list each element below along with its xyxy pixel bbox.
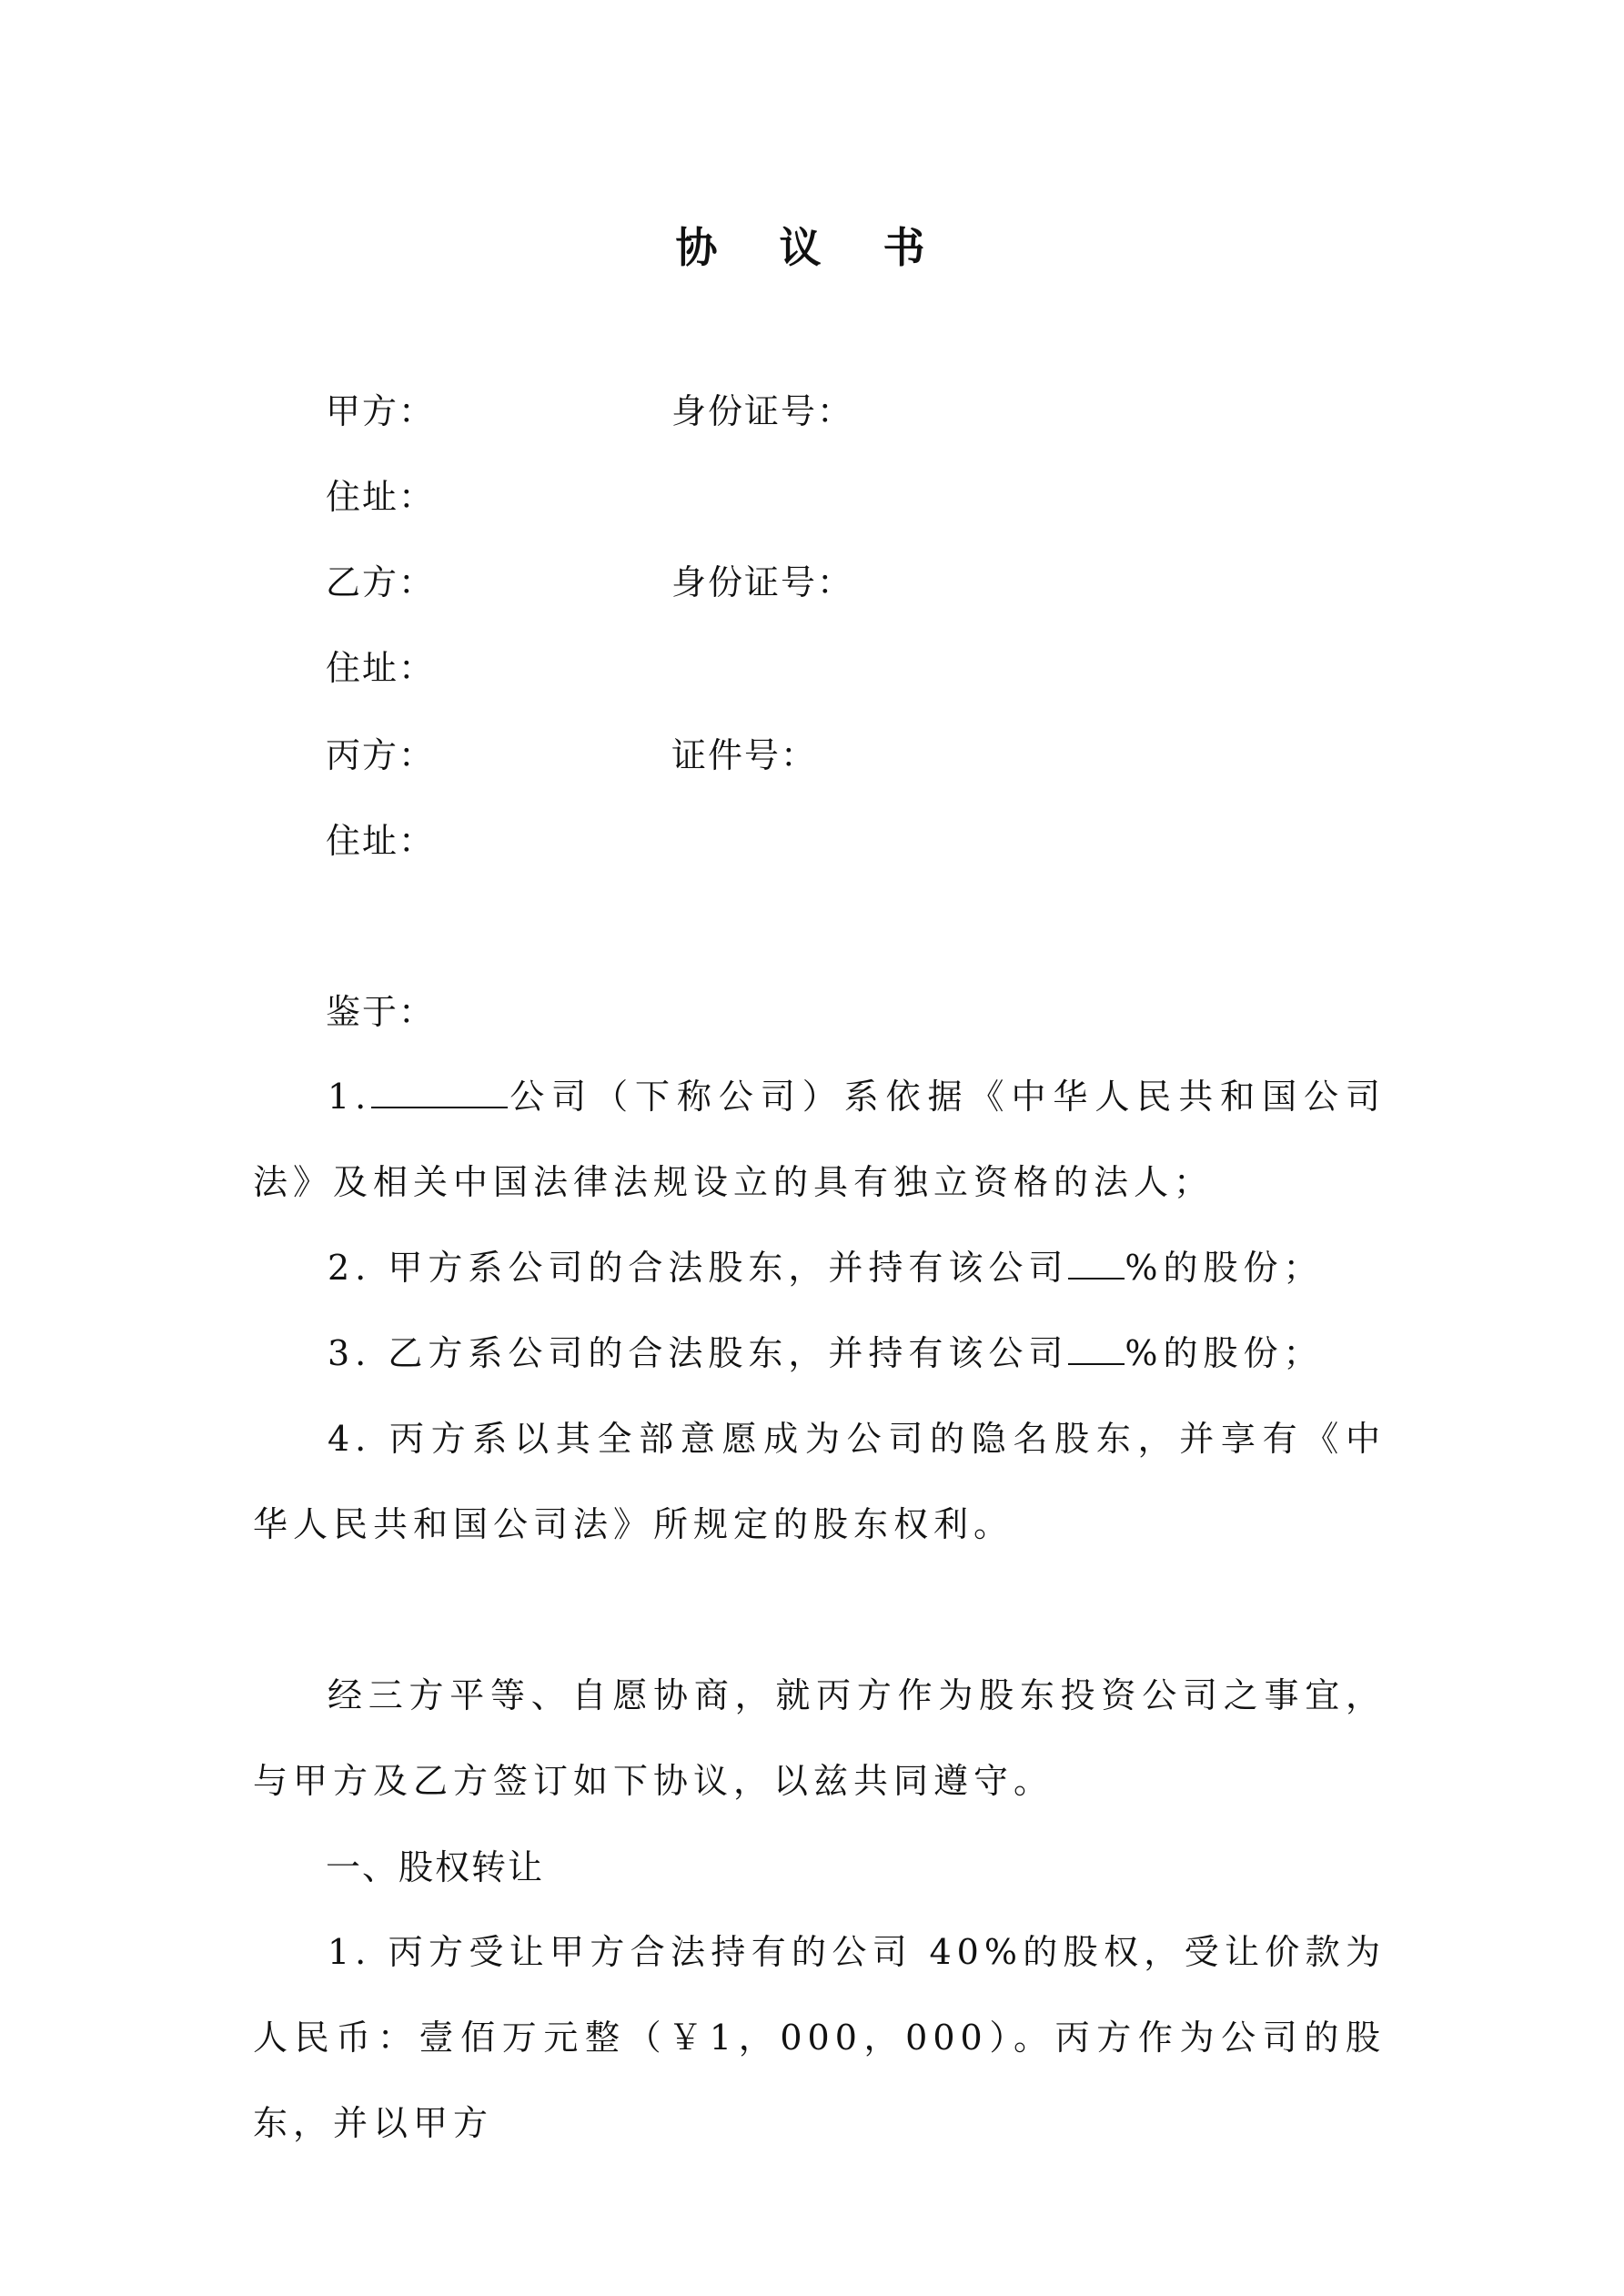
party-a-address-label: 住址： [326, 477, 436, 517]
party-a-label: 甲方： [326, 391, 436, 431]
party-a-id-label: 身份证号： [671, 391, 854, 431]
whereas-item-2 [253, 1225, 1386, 1310]
party-b-address-label: 住址： [326, 648, 436, 688]
whereas-item-2-suffix: %的股份； [1125, 1248, 1324, 1288]
party-a-share-blank [1068, 1245, 1125, 1279]
agreement-intro: 经三方平等、自愿协商，就丙方作为股东投资公司之事宜，与甲方及乙方签订如下协议，以兹共同遵守。 [253, 1675, 1386, 1801]
whereas-item-3 [253, 1310, 1386, 1396]
whereas-item-3-suffix: %的股份； [1125, 1333, 1324, 1373]
whereas-item-3-text: 3. 乙方系公司的合法股东，并持有该公司 [328, 1333, 1069, 1373]
document-title: 协 议 书 [675, 223, 949, 272]
whereas-item-1-number: 1. [328, 1077, 372, 1117]
party-c-label: 丙方： [326, 735, 436, 775]
section-1-heading: 一、股权转让 [326, 1847, 545, 1887]
party-c-address-label: 住址： [326, 821, 436, 861]
party-b-id-label: 身份证号： [671, 562, 854, 602]
whereas-heading: 鉴于： [326, 992, 436, 1032]
section-1-clause-1: 1. 丙方受让甲方合法持有的公司 40%的股权，受让价款为人民币：壹佰万元整（￥1，000，000）。丙方作为公司的股东，并以甲方 [253, 1932, 1386, 2143]
whereas-item-1 [253, 1054, 1386, 1225]
party-b-share-blank [1068, 1330, 1125, 1365]
whereas-item-1-text: 公司（下称公司）系依据《中华人民共和国公司法》及相关中国法律法规设立的具有独立资格的法人； [253, 1077, 1386, 1202]
party-c-id-label: 证件号： [671, 735, 818, 775]
party-b-label: 乙方： [326, 562, 436, 602]
whereas-item-2-text: 2. 甲方系公司的合法股东，并持有该公司 [328, 1248, 1069, 1288]
whereas-item-4: 4. 丙方系以其全部意愿成为公司的隐名股东，并享有《中华人民共和国公司法》所规定的股东权利。 [253, 1419, 1386, 1544]
company-name-blank [371, 1074, 508, 1108]
